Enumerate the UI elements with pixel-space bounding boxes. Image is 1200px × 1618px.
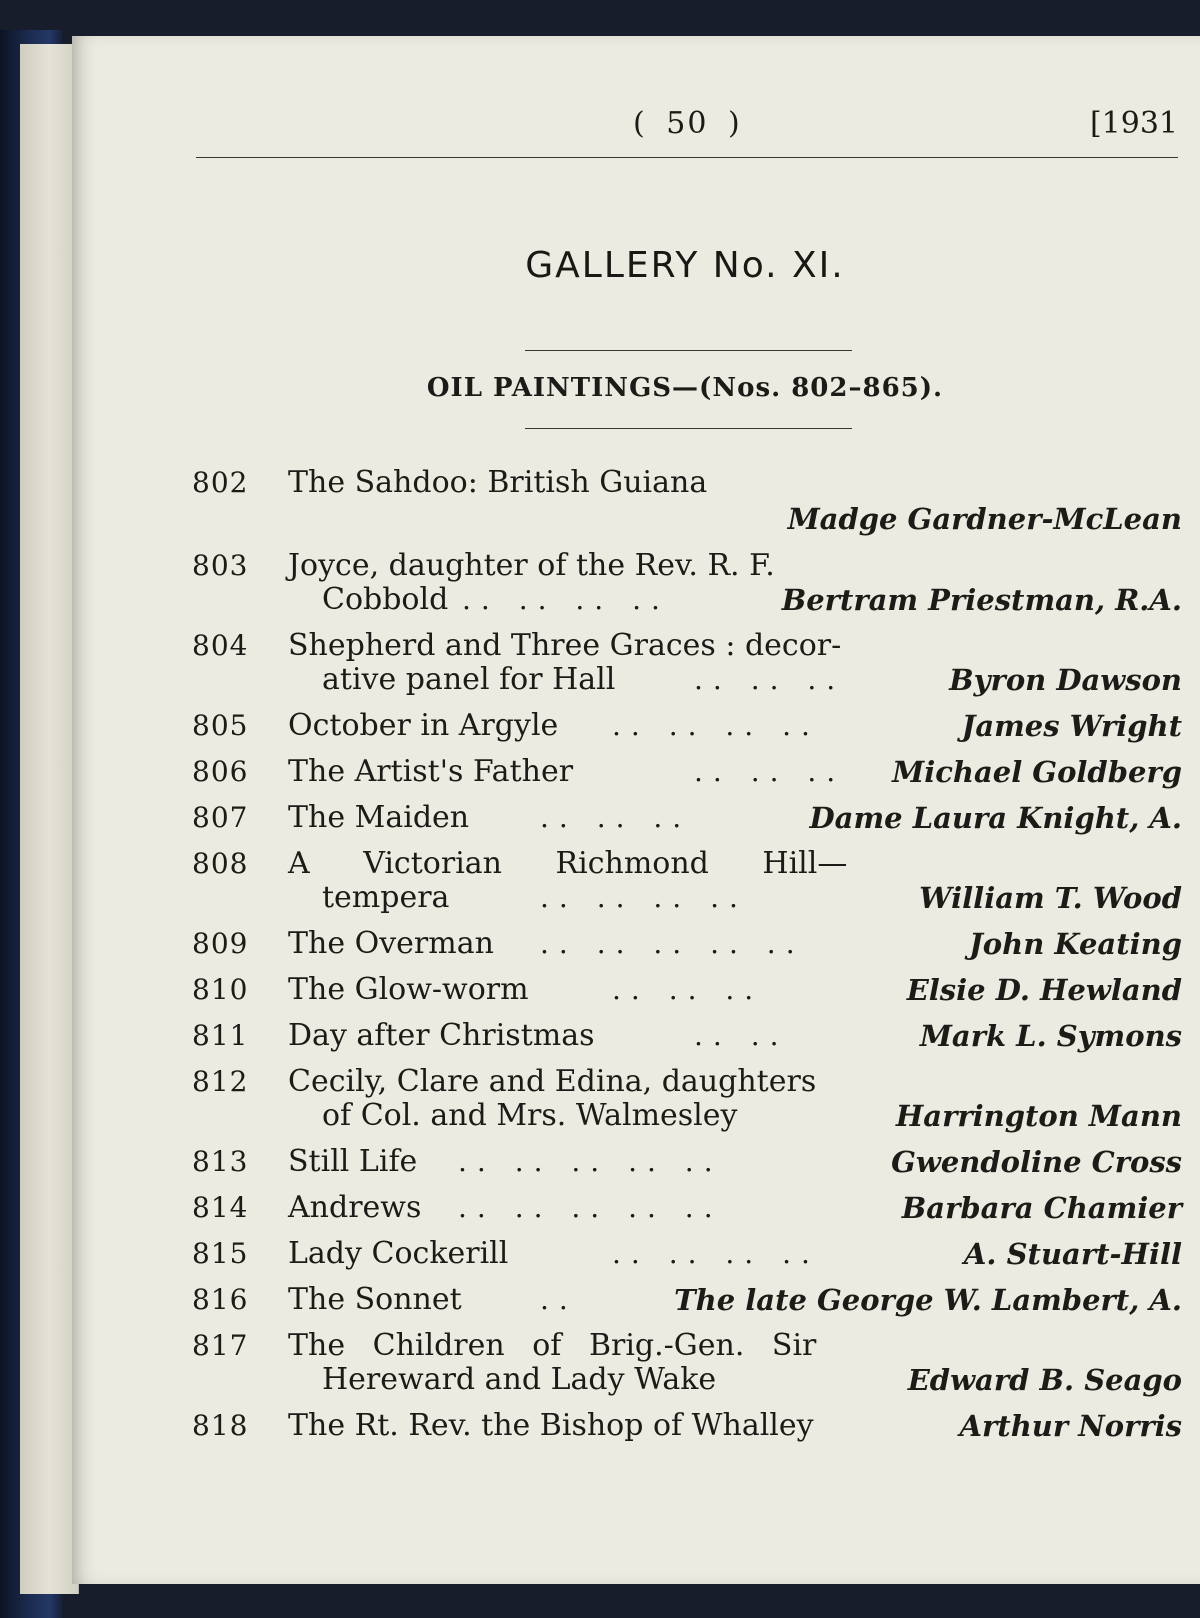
page-number-value: 50 — [666, 106, 709, 141]
dot-leaders: .. .. .. .. — [462, 583, 670, 616]
entry-artist — [782, 582, 1182, 618]
entry-artist: A. Stuart-Hill — [963, 1237, 1182, 1271]
page-number-open-paren: ( — [633, 106, 647, 141]
entry-artist: William T. Wood — [919, 881, 1182, 915]
entry-title: A Victorian Richmond Hill— — [288, 846, 848, 881]
entry-artist: Byron Dawson — [949, 663, 1182, 697]
entry-number: 803 — [192, 549, 249, 582]
entry-title: Day after Christmas — [288, 1018, 595, 1053]
entry-artist: Barbara Chamier — [901, 1191, 1182, 1225]
entry-artist: Madge Gardner-McLean — [787, 502, 1182, 536]
entry-number: 818 — [192, 1409, 249, 1442]
entry-artist: Gwendoline Cross — [891, 1145, 1182, 1179]
dot-leaders: .. .. .. .. .. — [458, 1145, 723, 1178]
dot-leaders: .. .. — [694, 1019, 789, 1052]
entry-title: The Artist's Father — [288, 754, 574, 789]
entry-number: 808 — [192, 847, 249, 880]
entry-title-continuation: of Col. and Mrs. Walmesley — [322, 1098, 738, 1133]
entry-title: The Sahdoo: British Guiana — [288, 465, 708, 500]
entry-number: 805 — [192, 709, 249, 742]
entry-number: 813 — [192, 1145, 249, 1178]
dot-leaders: .. .. .. — [694, 663, 846, 696]
entry-title: The Maiden — [288, 800, 470, 835]
entry-title: Joyce, daughter of the Rev. R. F. — [288, 548, 775, 583]
entry-artist: John Keating — [969, 927, 1182, 961]
entry-artist: The late George W. Lambert, A. — [674, 1283, 1182, 1317]
entry-number: 807 — [192, 801, 249, 834]
dot-leaders: .. .. .. — [612, 973, 764, 1006]
gallery-title: GALLERY No. XI. — [525, 245, 845, 286]
entry-title: The Sonnet — [288, 1282, 462, 1317]
entry-artist: Mark L. Symons — [919, 1019, 1182, 1053]
entry-title-continuation: tempera — [322, 880, 450, 915]
entry-title: The Rt. Rev. the Bishop of Whalley — [288, 1408, 814, 1443]
entry-title: The Glow-worm — [288, 972, 529, 1007]
entry-artist: James Wright — [961, 709, 1182, 743]
dot-leaders: .. .. .. — [694, 755, 846, 788]
entry-title-continuation: Cobbold — [322, 582, 449, 617]
dot-leaders: .. .. .. — [540, 801, 692, 834]
entry-number: 804 — [192, 629, 249, 662]
entry-artist: Dame Laura Knight, A. — [809, 801, 1182, 835]
entry-number: 812 — [192, 1065, 249, 1098]
entry-title: Lady Cockerill — [288, 1236, 509, 1271]
dot-leaders: .. .. .. .. — [612, 709, 820, 742]
entry-title: Shepherd and Three Graces : decor- — [288, 628, 842, 663]
entry-title: Andrews — [288, 1190, 422, 1225]
entry-number: 816 — [192, 1283, 249, 1316]
entry-artist: Harrington Mann — [895, 1099, 1182, 1133]
entry-number: 809 — [192, 927, 249, 960]
entry-title-continuation: ative panel for Hall — [322, 662, 616, 697]
dot-leaders: .. .. .. .. .. — [540, 927, 805, 960]
entry-artist: Arthur Norris — [959, 1409, 1182, 1443]
entry-artist: Elsie D. Hewland — [906, 973, 1182, 1007]
page-number-close-paren: ) — [728, 106, 742, 141]
entry-artist: Edward B. Seago — [907, 1363, 1182, 1397]
dot-leaders: .. — [540, 1283, 578, 1316]
entry-title: Cecily, Clare and Edina, daughters — [288, 1064, 817, 1099]
entry-number: 817 — [192, 1329, 249, 1362]
entry-number: 802 — [192, 466, 249, 499]
dot-leaders: .. .. .. .. .. — [458, 1191, 723, 1224]
entry-title: The Children of Brig.-Gen. Sir — [288, 1328, 817, 1363]
entry-artist-text: Bertram Priestman, R.A. — [781, 583, 1182, 617]
catalogue-year: [1931 — [1089, 106, 1178, 141]
entry-artist: Michael Goldberg — [892, 755, 1182, 789]
entry-number: 810 — [192, 973, 249, 1006]
entry-number: 815 — [192, 1237, 249, 1270]
entry-number: 811 — [192, 1019, 249, 1052]
dot-leaders: .. .. .. .. — [540, 881, 748, 914]
section-heading: OIL PAINTINGS—(Nos. 802–865). — [426, 373, 944, 403]
entry-title-continuation: Hereward and Lady Wake — [322, 1362, 717, 1397]
entry-title: October in Argyle — [288, 708, 559, 743]
entry-number: 814 — [192, 1191, 249, 1224]
dot-leaders: .. .. .. .. — [612, 1237, 820, 1270]
entry-title: Still Life — [288, 1144, 418, 1179]
entry-title: The Overman — [288, 926, 494, 961]
entry-number: 806 — [192, 755, 249, 788]
